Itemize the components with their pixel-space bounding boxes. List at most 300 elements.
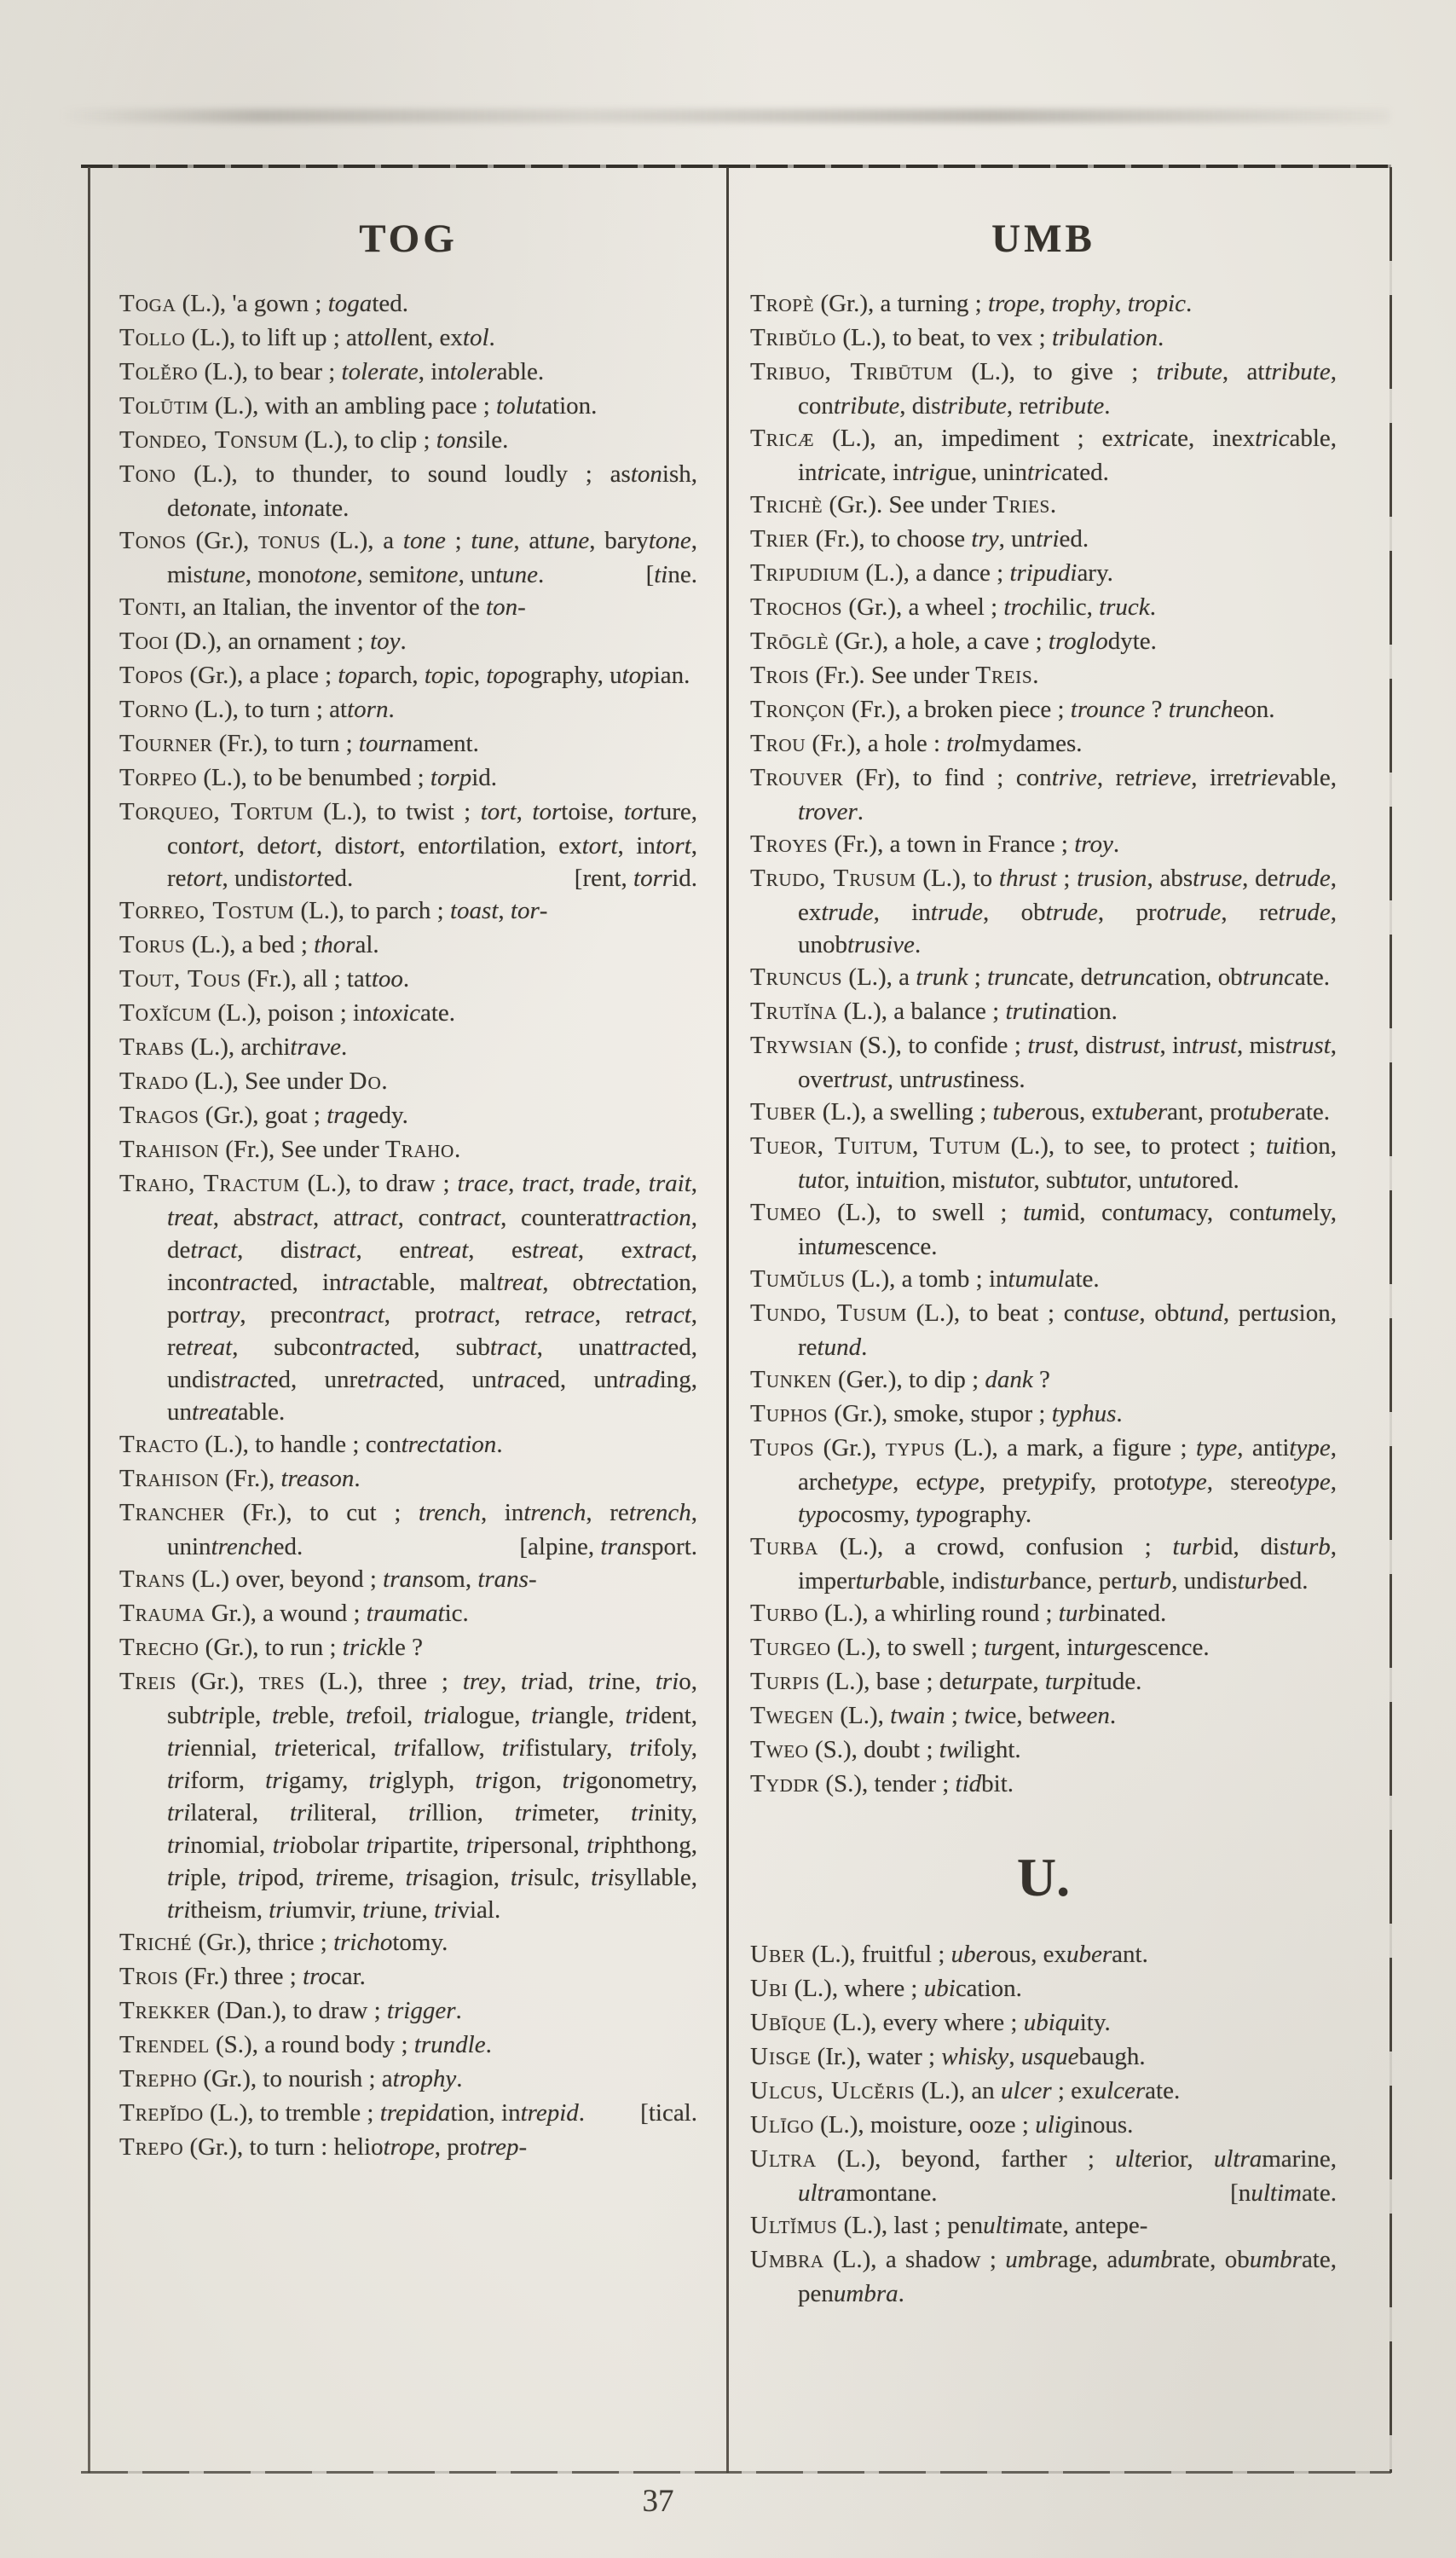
derivative-word: trophy	[1051, 290, 1116, 317]
derivative-word: trade	[582, 1170, 635, 1197]
headword: TUPHOS	[750, 1400, 829, 1427]
dictionary-entry: TROIS (Fr.). See under TREIS.	[750, 662, 1039, 689]
derivative-word: twain	[890, 1702, 945, 1729]
derivative-word: tone	[648, 527, 691, 554]
catchword-tail: [tical.	[640, 2099, 697, 2127]
derivative-word: dank	[985, 1366, 1033, 1393]
dictionary-entry: TRECHO (Gr.), to run ; trickle ?	[119, 1634, 423, 1661]
derivative-word: tract	[368, 1366, 415, 1393]
headword: TRŌGLÈ	[750, 628, 829, 655]
headword: ULTRA	[750, 2145, 817, 2173]
headword: ULCUS, ULCĔRIS	[750, 2077, 916, 2104]
derivative-word: tri	[368, 1767, 392, 1794]
derivative-word: tric	[1027, 459, 1062, 486]
derivative-word: tre	[345, 1702, 373, 1729]
derivative-word: tri	[408, 1799, 432, 1826]
headword: TURPIS	[750, 1668, 820, 1695]
headword: UBĪQUE	[750, 2009, 827, 2036]
derivative-word: tri	[366, 1832, 390, 1859]
headword: ULTĬMUS	[750, 2212, 838, 2239]
derivative-word: tract	[621, 1334, 668, 1361]
headword: TWEO	[750, 1736, 809, 1763]
derivative-word: trude	[1278, 865, 1331, 892]
derivative-word: tribute	[1156, 358, 1222, 385]
derivative-word: treat	[192, 1398, 238, 1426]
headword: TONOS	[119, 527, 187, 554]
derivative-word: tween	[1052, 1702, 1110, 1729]
dictionary-entry: ULĪGO (L.), moisture, ooze ; uliginous.	[750, 2111, 1134, 2138]
headword: TRYWSIAN	[750, 1032, 853, 1059]
u-entries-list	[750, 1938, 1337, 2310]
headword: TORNO	[119, 696, 189, 723]
headword: TORREO, TOSTUM	[119, 897, 295, 924]
derivative-word: troch	[1003, 593, 1055, 621]
headword: TONTI	[119, 593, 181, 621]
derivative-word: tri	[475, 1767, 499, 1794]
derivative-word: uber	[950, 1941, 997, 1968]
dictionary-entry: TOLLO (L.), to lift up ; attollent, extol.	[119, 324, 495, 351]
derivative-word: ubi	[923, 1975, 956, 2002]
derivative-word: type	[938, 1468, 979, 1496]
derivative-word: tuber	[1114, 1098, 1168, 1126]
dictionary-entry: TRENDEL (S.), a round body ; trundle.	[119, 2031, 492, 2058]
dictionary-entry: TOUT, TOUS (Fr.), all ; tattoo.	[119, 965, 410, 993]
derivative-word: tus	[1269, 1299, 1299, 1327]
dictionary-entry: TORREO, TOSTUM (L.), to parch ; toast, tor-	[119, 897, 548, 924]
derivative-word: trad	[618, 1366, 660, 1393]
derivative-word: trive	[1051, 764, 1097, 791]
dictionary-entry: TRUDO, TRUSUM (L.), to thrust ; trusion, abstruse, detrude, extrude, intrude, obtrude, protrude, retrude, unobtrusive.	[750, 865, 1338, 958]
dictionary-entry: TRIPUDIUM (L.), a dance ; tripudiary.	[750, 559, 1113, 587]
derivative-word: ulig	[1035, 2111, 1074, 2138]
derivative-word: trust	[1191, 1032, 1237, 1059]
derivative-word: trunc	[1103, 964, 1157, 991]
dictionary-entry: TREPO (Gr.), to turn : heliotrope, protrep-	[119, 2133, 528, 2161]
derivative-word: traumat	[366, 1600, 445, 1627]
derivative-word: trench	[628, 1499, 691, 1526]
derivative-word: top	[338, 662, 370, 689]
derivative-word: trepid	[520, 2099, 579, 2127]
headword: TRAHO, TRACTUM	[119, 1170, 300, 1197]
dictionary-entry: TRICHÈ (Gr.). See under TRIES.	[750, 491, 1057, 518]
derivative-word: trep	[479, 2133, 519, 2161]
dictionary-entry: TOOI (D.), an ornament ; toy.	[119, 628, 407, 655]
dictionary-entry: TREKKER (Dan.), to draw ; trigger.	[119, 1997, 462, 2024]
dictionary-entry: TYDDR (S.), tender ; tidbit.	[750, 1770, 1014, 1797]
derivative-word: toler	[449, 358, 497, 385]
derivative-word: topo	[486, 662, 530, 689]
derivative-word: trol	[946, 730, 982, 757]
scan-smudge	[60, 109, 1390, 123]
derivative-word: tribute	[1037, 392, 1105, 420]
derivative-word: usque	[1020, 2043, 1079, 2070]
derivative-word: trench	[418, 1499, 481, 1526]
headword: TREIS	[975, 662, 1033, 689]
headword: TORQUEO, TORTUM	[119, 798, 314, 825]
dictionary-entry: TONDEO, TONSUM (L.), to clip ; tonsile.	[119, 426, 509, 454]
derivative-word: treat	[186, 1334, 233, 1361]
derivative-word: tuit	[875, 1166, 909, 1194]
bottom-border-rule	[81, 2471, 1391, 2474]
headword: TREPHO	[119, 2065, 198, 2092]
headword: TYPUS	[885, 1439, 945, 1460]
derivative-word: tort	[363, 832, 400, 859]
derivative-word: trunc	[1242, 964, 1295, 991]
headword: TOURNER	[119, 730, 213, 757]
left-column	[119, 175, 697, 2165]
derivative-word: trude	[821, 899, 874, 926]
derivative-word: tract	[222, 1269, 269, 1296]
derivative-word: ulcer	[1094, 2077, 1146, 2104]
dictionary-entry: TROYES (Fr.), a town in France ; troy.	[750, 830, 1120, 858]
headword: TOXĬCUM	[119, 999, 212, 1027]
derivative-word: tri	[265, 1767, 289, 1794]
derivative-word: thrust	[998, 865, 1057, 892]
derivative-word: tuse	[1099, 1299, 1140, 1327]
derivative-word: truse	[1193, 865, 1243, 892]
derivative-word: tut	[798, 1166, 824, 1194]
derivative-word: turb	[999, 1567, 1042, 1594]
dictionary-entry: ULCUS, ULCĔRIS (L.), an ulcer ; exulcerate.	[750, 2077, 1181, 2104]
derivative-word: turb	[1289, 1533, 1331, 1560]
derivative-word: ultim	[983, 2212, 1034, 2239]
derivative-word: trieve	[1135, 764, 1192, 791]
left-border-rule	[88, 167, 90, 2473]
derivative-word: typo	[916, 1501, 959, 1528]
derivative-word: trag	[326, 1102, 368, 1129]
dictionary-entry: TORPEO (L.), to be benumbed ; torpid.	[119, 764, 498, 791]
headword: TOUT, TOUS	[119, 965, 241, 993]
derivative-word: tract	[190, 1236, 238, 1264]
dictionary-entry: TRACTO (L.), to handle ; contrectation.	[119, 1431, 503, 1458]
dictionary-entry: TRONÇON (Fr.), a broken piece ; trounce ? truncheon.	[750, 696, 1275, 723]
derivative-word: tone	[415, 561, 459, 588]
derivative-word: tons	[436, 426, 478, 454]
derivative-word: tri	[631, 1799, 655, 1826]
dictionary-entry: TRADO (L.), See under DO.	[119, 1068, 388, 1095]
derivative-word: trunk	[916, 964, 968, 991]
headword: TRAGOS	[119, 1102, 199, 1129]
derivative-word: type	[851, 1468, 893, 1496]
derivative-word: tract	[644, 1301, 691, 1328]
derivative-word: type	[1289, 1434, 1331, 1461]
derivative-word: tune	[546, 527, 590, 554]
dictionary-entry: TRUTĬNA (L.), a balance ; trutination.	[750, 998, 1118, 1025]
derivative-word: top	[621, 662, 654, 689]
derivative-word: trust	[841, 1066, 887, 1093]
dictionary-entry: TROCHOS (Gr.), a wheel ; trochilic, truck.	[750, 593, 1156, 621]
derivative-word: tri	[167, 1864, 191, 1891]
headword: TRIBUO, TRIBŪTUM	[750, 358, 954, 385]
derivative-word: treason	[280, 1465, 355, 1492]
derivative-word: tric	[1255, 425, 1290, 452]
derivative-word: trans	[383, 1565, 434, 1593]
derivative-word: trunc	[987, 964, 1040, 991]
derivative-word: tuber	[992, 1098, 1045, 1126]
derivative-word: typo	[798, 1501, 841, 1528]
derivative-word: ultra	[798, 2179, 846, 2207]
derivative-word: tripudi	[1009, 559, 1078, 587]
headword: TORUS	[119, 931, 186, 958]
derivative-word: tri	[167, 1896, 191, 1924]
derivative-word: trick	[342, 1634, 388, 1661]
right-column	[750, 175, 1337, 2310]
derivative-word: tric	[817, 459, 852, 486]
dictionary-entry: TUBER (L.), a swelling ; tuberous, extuberant, protuberate.	[750, 1098, 1331, 1126]
derivative-word: trectation	[401, 1431, 497, 1458]
derivative-word: trigger	[386, 1997, 456, 2024]
headword: TROUVER	[750, 764, 844, 791]
derivative-word: typ	[1034, 1468, 1065, 1496]
derivative-word: type	[1289, 1468, 1331, 1496]
dictionary-entry: TUNDO, TUSUM (L.), to beat ; contuse, obtund, pertusion, retund.	[750, 1299, 1337, 1361]
dictionary-entry: TONTI, an Italian, the inventor of the ton-	[119, 593, 526, 621]
derivative-word: turg	[984, 1634, 1025, 1661]
headword: TRONÇON	[750, 696, 846, 723]
derivative-word: tune	[202, 561, 246, 588]
dictionary-entry: TOPOS (Gr.), a place ; toparch, topic, topography, utopian.	[119, 662, 690, 689]
derivative-word: trude	[1278, 899, 1331, 926]
dictionary-entry: TURBO (L.), a whirling round ; turbinated.	[750, 1600, 1167, 1627]
derivative-word: tund	[1179, 1299, 1223, 1327]
headword: TUBER	[750, 1098, 817, 1126]
derivative-word: tri	[167, 1734, 191, 1762]
derivative-word: trundle	[413, 2031, 486, 2058]
derivative-word: ton	[282, 495, 315, 522]
derivative-word: tut	[1163, 1166, 1189, 1194]
dictionary-entry: TRAHO, TRACTUM (L.), to draw ; trace, tract, trade, trait, treat, abstract, attract, contract, counterattraction, detract, distract, entreat, estreat, extract, incontracted, intractable, maltreat, obtrectation, portray, precontract, protract, retrace, retract, retreat, subcontracted, subtract, unattracted, undistracted, unretracted, untraced, untrading, untreatable.	[119, 1170, 698, 1426]
dictionary-entry: TONO (L.), to thunder, to sound loudly ; astonish, detonate, intonate.	[119, 460, 697, 522]
derivative-word: ton	[190, 495, 222, 522]
derivative-word: toy	[370, 628, 401, 655]
derivative-word: tract	[266, 1204, 314, 1231]
derivative-word: umbr	[1249, 2246, 1302, 2273]
derivative-word: ton	[486, 593, 518, 621]
derivative-word: tri	[591, 1864, 615, 1891]
dictionary-entry: TREIS (Gr.), TRES (L.), three ; trey, triad, trine, trio, subtriple, treble, trefoil, trialogue, triangle, trident, triennial, trieterical, trifallow, trifistulary, trifoly, triform, trigamy, triglyph, trigon, trigonometry, trilateral, triliteral, trillion, trimeter, trinity, trinomial, triobolar tripartite, tripersonal, triphthong, triple, tripod, trireme, trisagion, trisulc, trisyllable, tritheism, triumvir, triune, trivial.	[119, 1668, 698, 1924]
dictionary-entry: TRAHISON (Fr.), See under TRAHO.	[119, 1136, 461, 1163]
derivative-word: tund	[817, 1334, 862, 1361]
derivative-word: tort	[280, 832, 316, 859]
left-column-header: TOG	[359, 217, 458, 261]
catchword-tail: [nultimate.	[1230, 2179, 1337, 2207]
headword: TRIBŬLO	[750, 324, 837, 351]
derivative-word: turg	[1085, 1634, 1127, 1661]
derivative-word: treat	[532, 1236, 578, 1264]
derivative-word: tro	[303, 1963, 331, 1990]
headword: TOLLO	[119, 324, 186, 351]
derivative-word: tri	[167, 1767, 191, 1794]
derivative-word: trust	[1114, 1032, 1160, 1059]
dictionary-entry: TUMEO (L.), to swell ; tumid, contumacy, contumely, intumescence.	[750, 1199, 1338, 1260]
derivative-word: tray	[199, 1301, 240, 1328]
headword: TORPEO	[119, 764, 198, 791]
derivative-word: ulte	[1115, 2145, 1153, 2173]
derivative-word: tri	[362, 1896, 386, 1924]
derivative-word: tid	[955, 1770, 982, 1797]
headword: TRUTĬNA	[750, 998, 838, 1025]
headword: TRUDO, TRUSUM	[750, 865, 916, 892]
derivative-word: tri	[629, 1734, 653, 1762]
headword: TUEOR, TUITUM, TUTUM	[750, 1132, 1001, 1160]
headword: TRICHÉ	[119, 1929, 193, 1956]
derivative-word: tort	[441, 832, 477, 859]
derivative-word: trusive	[847, 931, 915, 958]
derivative-word: trover	[798, 798, 858, 825]
headword: TRAUMA	[119, 1600, 205, 1627]
dictionary-entry: TRUNCUS (L.), a trunk ; truncate, detruncation, obtruncate.	[750, 964, 1330, 991]
derivative-word: tri	[289, 1799, 314, 1826]
dictionary-entry: UBI (L.), where ; ubication.	[750, 1975, 1022, 2002]
catchword-tail: [alpine, transport.	[519, 1533, 697, 1560]
dictionary-entry: TUEOR, TUITUM, TUTUM (L.), to see, to protect ; tuition, tutor, intuition, mistutor, subtutor, untutored.	[750, 1132, 1337, 1194]
derivative-word: trope	[987, 290, 1040, 317]
derivative-word: trophy	[392, 2065, 457, 2092]
derivative-word: type	[1165, 1468, 1207, 1496]
headword: TRANS	[119, 1565, 186, 1593]
derivative-word: tort	[480, 798, 517, 825]
headword: TREIS	[119, 1668, 176, 1695]
derivative-word: tol	[462, 324, 489, 351]
derivative-word: trusion	[1077, 865, 1147, 892]
derivative-word: trace	[457, 1170, 509, 1197]
derivative-word: turb	[1058, 1600, 1101, 1627]
derivative-word: tract	[644, 1236, 691, 1264]
derivative-word: tum	[1264, 1199, 1303, 1226]
derivative-word: trans	[477, 1565, 529, 1593]
derivative-word: tum	[1023, 1199, 1060, 1226]
derivative-word: umbr	[1005, 2246, 1058, 2273]
derivative-word: tract	[344, 1334, 391, 1361]
derivative-word: tropic	[1127, 290, 1186, 317]
derivative-word: truck	[1099, 593, 1150, 621]
headword: TRAHO	[384, 1136, 454, 1163]
dictionary-entry: TRAHISON (Fr.), treason.	[119, 1465, 361, 1492]
derivative-word: turpi	[1044, 1668, 1094, 1695]
dictionary-entry: TRIBUO, TRIBŪTUM (L.), to give ; tribute, attribute, contribute, distribute, retribute.	[750, 358, 1337, 420]
derivative-word: trope	[383, 2133, 435, 2161]
derivative-word: tuit	[1266, 1132, 1299, 1160]
derivative-word: tricho	[333, 1929, 393, 1956]
headword: TRES	[258, 1673, 305, 1693]
derivative-word: tract	[489, 1334, 537, 1361]
headword: TRACTO	[119, 1431, 199, 1458]
dictionary-entry: UBĪQUE (L.), every where ; ubiquity.	[750, 2009, 1111, 2036]
derivative-word: tri	[655, 1668, 679, 1695]
derivative-word: trect	[597, 1269, 642, 1296]
dictionary-entry: UBER (L.), fruitful ; uberous, exuberant.	[750, 1941, 1148, 1968]
derivative-word: trude	[1169, 899, 1222, 926]
dictionary-entry: TRŌGLÈ (Gr.), a hole, a cave ; troglodyte.	[750, 628, 1157, 655]
dictionary-entry: TWEO (S.), doubt ; twilight.	[750, 1736, 1021, 1763]
derivative-word: tor	[510, 897, 540, 924]
derivative-word: tri	[521, 1668, 545, 1695]
derivative-word: tribute	[833, 392, 900, 420]
derivative-word: tuber	[1242, 1098, 1295, 1126]
dictionary-entry: TONOS (Gr.), TONUS (L.), a tone ; tune, attune, barytone, mistune, monotone, semitone, untune. [tine.	[119, 524, 697, 591]
derivative-word: tut	[987, 1166, 1014, 1194]
dictionary-entry: TRIER (Fr.), to choose try, untried.	[750, 525, 1089, 553]
right-column-header: UMB	[991, 217, 1095, 261]
headword: TURBO	[750, 1600, 818, 1627]
dictionary-entry: TORQUEO, TORTUM (L.), to twist ; tort, tortoise, torture, contort, detort, distort, entortilation, extort, intort, retort, undistorted. [rent, torrid.	[119, 796, 697, 894]
dictionary-entry: TRAUMA Gr.), a wound ; traumatic.	[119, 1600, 469, 1627]
derivative-word: turb	[1130, 1567, 1172, 1594]
headword: TUMŬLUS	[750, 1265, 846, 1293]
derivative-word: triev	[1244, 764, 1290, 791]
derivative-word: treat	[167, 1204, 213, 1231]
derivative-word: tum	[1137, 1199, 1175, 1226]
derivative-word: tribulation	[1051, 324, 1158, 351]
derivative-word: trust	[1027, 1032, 1073, 1059]
headword: TURGEO	[750, 1634, 831, 1661]
dictionary-entry: UMBRA (L.), a shadow ; umbrage, adumbrate, obumbrate, penumbra.	[750, 2246, 1337, 2307]
derivative-word: trude	[930, 899, 983, 926]
headword: TONO	[119, 460, 176, 488]
headword: ULĪGO	[750, 2111, 814, 2138]
derivative-word: tract	[454, 1204, 501, 1231]
derivative-word: tri	[562, 1767, 586, 1794]
derivative-word: trig	[911, 459, 948, 486]
headword: TRANCHER	[119, 1499, 226, 1526]
derivative-word: trans	[600, 1533, 652, 1560]
derivative-word: tract	[309, 1236, 356, 1264]
headword: TRICÆ	[750, 425, 815, 452]
headword: TROCHOS	[750, 593, 843, 621]
derivative-word: tolerate	[341, 358, 419, 385]
derivative-word: tri	[201, 1702, 225, 1729]
headword: TREPĬDO	[119, 2099, 204, 2127]
derivative-word: tri	[315, 1864, 339, 1891]
derivative-word: tria	[423, 1702, 459, 1729]
derivative-word: thor	[314, 931, 355, 958]
dictionary-entry: TORNO (L.), to turn ; attorn.	[119, 696, 395, 723]
derivative-word: tri	[625, 1702, 649, 1729]
headword: TWEGEN	[750, 1702, 835, 1729]
derivative-word: torn	[347, 696, 389, 723]
headword: TROIS	[750, 662, 810, 689]
derivative-word: too	[371, 965, 403, 993]
headword: TOLŪTIM	[119, 392, 209, 420]
headword: TOLĔRO	[119, 358, 199, 385]
derivative-word: whisky	[941, 2043, 1009, 2070]
dictionary-entry: TRABS (L.), architrave.	[119, 1033, 348, 1061]
derivative-word: tract	[341, 1269, 389, 1296]
derivative-word: tri	[393, 1734, 418, 1762]
derivative-word: tri	[501, 1734, 526, 1762]
derivative-word: tune	[471, 527, 514, 554]
headword: TROYES	[750, 830, 829, 858]
dictionary-entry: TOURNER (Fr.), to turn ; tournament.	[119, 730, 479, 757]
derivative-word: try	[971, 525, 999, 553]
derivative-word: tri	[586, 1832, 610, 1859]
dictionary-entry: ULTĬMUS (L.), last ; penultimate, antepe-	[750, 2212, 1148, 2239]
derivative-word: tri	[510, 1864, 534, 1891]
dictionary-entry: TRICHÉ (Gr.), thrice ; trichotomy.	[119, 1929, 448, 1956]
headword: TRICHÈ	[750, 491, 823, 518]
derivative-word: ubiqu	[1023, 2009, 1080, 2036]
derivative-word: tric	[1124, 425, 1160, 452]
derivative-word: treat	[496, 1269, 543, 1296]
derivative-word: tort	[623, 798, 660, 825]
dictionary-entry: TOLŪTIM (L.), with an ambling pace ; tolutation.	[119, 392, 598, 420]
headword: UMBRA	[750, 2246, 824, 2273]
derivative-word: trench	[211, 1533, 274, 1560]
derivative-word: tort	[202, 832, 239, 859]
derivative-word: ulcer	[1001, 2077, 1052, 2104]
headword: TUMEO	[750, 1199, 822, 1226]
dictionary-entry: TURGEO (L.), to swell ; turgent, inturgescence.	[750, 1634, 1210, 1661]
